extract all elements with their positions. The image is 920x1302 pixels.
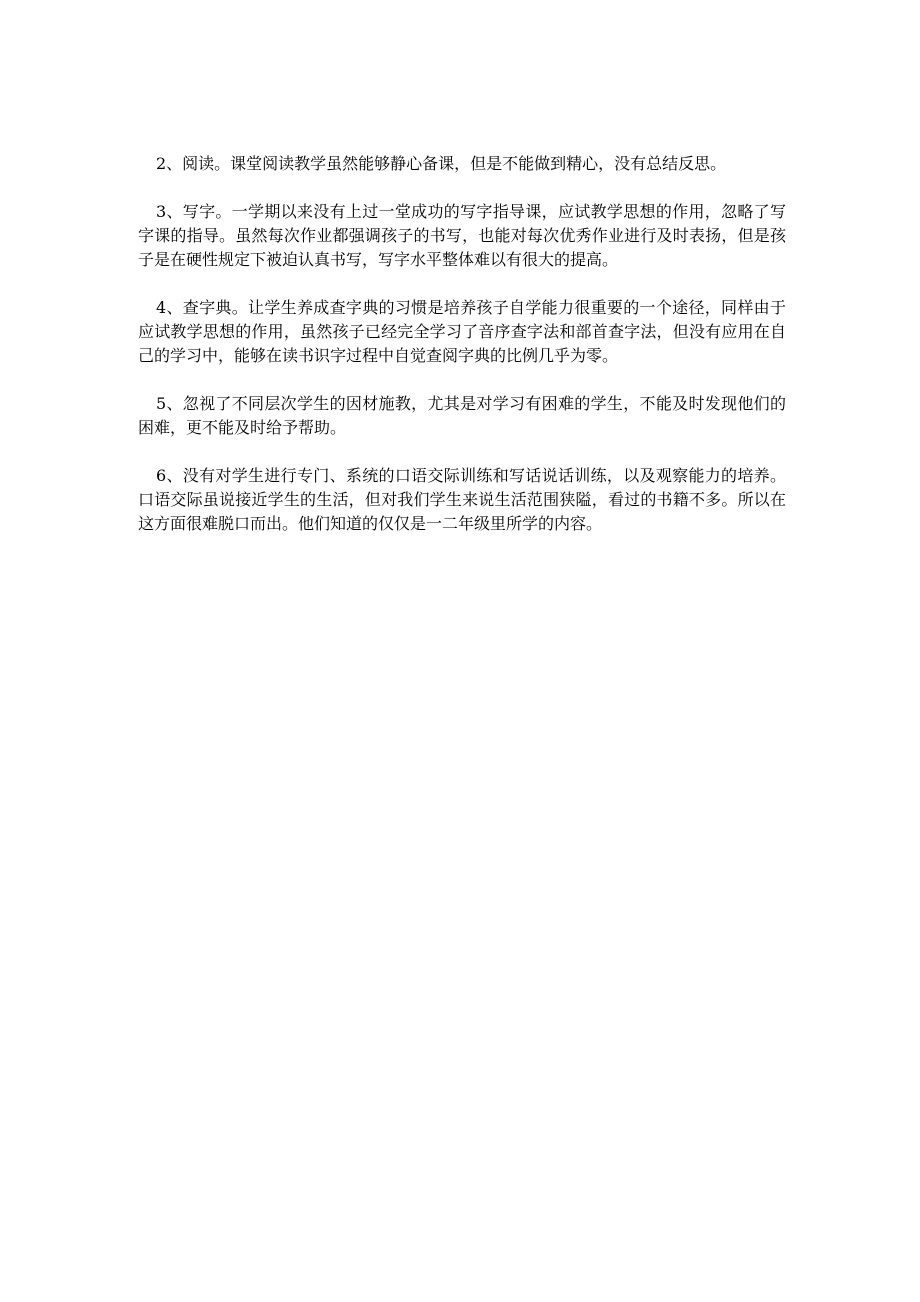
paragraph-reading: 2、阅读。课堂阅读教学虽然能够静心备课，但是不能做到精心，没有总结反思。 — [156, 154, 727, 173]
paragraph-writing: 3、写字。一学期以来没有上过一堂成功的写字指导课，应试教学思想的作用，忽略了写字课的指导。虽然每次作业都强调孩子的书写，也能对每次优秀作业进行及时表扬，但是孩子是在硬性规定下被迫认真书写，写字水平整体难以有很大的提高。 — [138, 202, 786, 269]
paragraph-differentiated-teaching: 5、忽视了不同层次学生的因材施教，尤其是对学习有困难的学生，不能及时发现他们的困难，更不能及时给予帮助。 — [138, 394, 786, 437]
document-body — [138, 152, 786, 560]
paragraph-dictionary: 4、查字典。让学生养成查字典的习惯是培养孩子自学能力很重要的一个途径，同样由于应试教学思想的作用，虽然孩子已经完全学习了音序查字法和部首查字法，但没有应用在自己的学习中，能够在读书识字过程中自觉查阅字典的比例几乎为零。 — [138, 298, 786, 365]
paragraph-oral-communication: 6、没有对学生进行专门、系统的口语交际训练和写话说话训练，以及观察能力的培养。口语交际虽说接近学生的生活，但对我们学生来说生活范围狭隘，看过的书籍不多。所以在这方面很难脱口而出。他们知道的仅仅是一二年级里所学的内容。 — [138, 466, 786, 533]
